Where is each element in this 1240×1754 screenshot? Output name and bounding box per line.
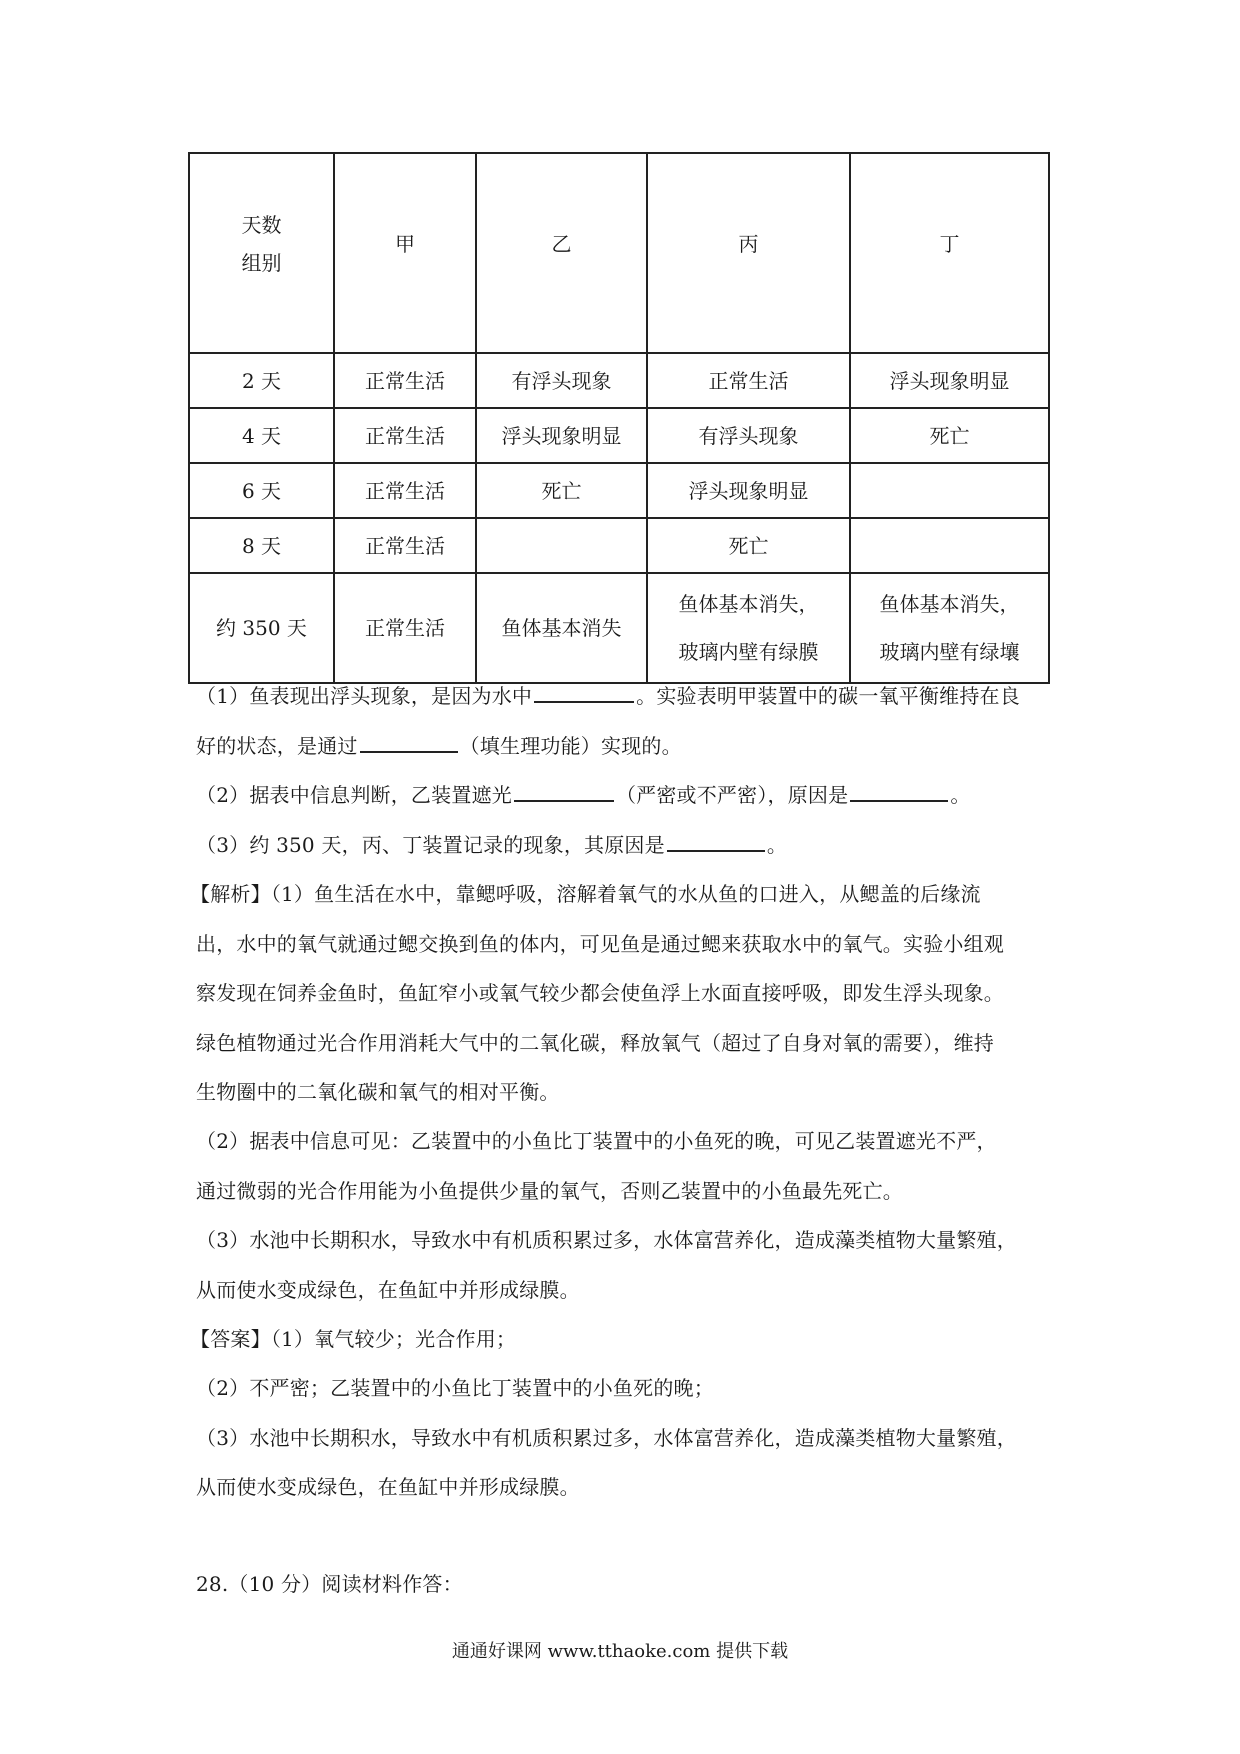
answer-blank xyxy=(360,731,458,753)
answer-line-1 xyxy=(190,1323,1050,1352)
question-text: （1）鱼表现出浮头现象，是因为水中 xyxy=(196,684,533,708)
answer-blank xyxy=(850,780,948,802)
table-cell: 正常生活 xyxy=(647,353,850,408)
column-header-jia: 甲 xyxy=(334,153,476,353)
table-cell-multiline xyxy=(850,573,1049,683)
table-cell: 鱼体基本消失 xyxy=(476,573,647,683)
table-cell: 浮头现象明显 xyxy=(476,408,647,463)
question-text: （严密或不严密），原因是 xyxy=(615,783,849,807)
table-cell: 浮头现象明显 xyxy=(647,463,850,518)
question-2 xyxy=(196,779,1056,808)
question-1-line-1 xyxy=(196,680,1056,709)
analysis-line-8: （3）水池中长期积水，导致水中有机质积累过多，水体富营养化，造成藻类植物大量繁殖， xyxy=(196,1228,1017,1252)
cell-text xyxy=(648,580,849,676)
question-text: （填生理功能）实现的。 xyxy=(459,734,682,758)
cell-text-line: 玻璃内壁有绿壤 xyxy=(879,640,1020,664)
question-text: （2）据表中信息判断，乙装置遮光 xyxy=(196,783,512,807)
question-3 xyxy=(196,829,1056,858)
table-cell xyxy=(850,463,1049,518)
table-cell: 有浮头现象 xyxy=(647,408,850,463)
table-row xyxy=(189,408,1049,463)
table-row xyxy=(189,518,1049,573)
table-corner-cell xyxy=(189,153,334,353)
experiment-table xyxy=(188,152,1050,684)
question-text: 。 xyxy=(950,783,971,807)
question-text: 好的状态，是通过 xyxy=(196,734,358,758)
row-day-label: 8 天 xyxy=(189,518,334,573)
analysis-tag: 【解析】 xyxy=(190,882,271,906)
analysis-line-2: 出，水中的氧气就通过鳃交换到鱼的体内，可见鱼是通过鳃来获取水中的氧气。实验小组观 xyxy=(196,932,1004,956)
corner-label-days: 天数 xyxy=(241,213,282,237)
table-cell: 正常生活 xyxy=(334,573,476,683)
answer-line-3: （3）水池中长期积水，导致水中有机质积累过多，水体富营养化，造成藻类植物大量繁殖， xyxy=(196,1426,1017,1450)
table-cell: 死亡 xyxy=(647,518,850,573)
answer-text: （1）氧气较少；光合作用； xyxy=(270,1327,517,1351)
corner-label-group: 组别 xyxy=(241,251,282,275)
analysis-line-1 xyxy=(190,878,1050,907)
analysis-line-4: 绿色植物通过光合作用消耗大气中的二氧化碳，释放氧气（超过了自身对氧的需要），维持 xyxy=(196,1031,994,1055)
analysis-line-7: 通过微弱的光合作用能为小鱼提供少量的氧气，否则乙装置中的小鱼最先死亡。 xyxy=(196,1179,903,1203)
column-header-bing: 丙 xyxy=(647,153,850,353)
table-cell: 正常生活 xyxy=(334,408,476,463)
answer-line-2: （2）不严密；乙装置中的小鱼比丁装置中的小鱼死的晚； xyxy=(196,1376,714,1400)
question-text: 。实验表明甲装置中的碳一氧平衡维持在良 xyxy=(636,684,1020,708)
column-header-ding: 丁 xyxy=(850,153,1049,353)
answer-line-4: 从而使水变成绿色，在鱼缸中并形成绿膜。 xyxy=(196,1475,580,1499)
table-row xyxy=(189,573,1049,683)
analysis-line-3: 察发现在饲养金鱼时，鱼缸窄小或氧气较少都会使鱼浮上水面直接呼吸，即发生浮头现象。 xyxy=(196,981,1004,1005)
column-header-yi: 乙 xyxy=(476,153,647,353)
table-row xyxy=(189,463,1049,518)
page-footer: 通通好课网 www.tthaoke.com 提供下载 xyxy=(451,1641,789,1662)
row-day-label: 2 天 xyxy=(189,353,334,408)
question-text: （3）约 350 天，丙、丁装置记录的现象，其原因是 xyxy=(196,833,665,857)
table-cell: 正常生活 xyxy=(334,353,476,408)
table-cell: 正常生活 xyxy=(334,518,476,573)
table-cell: 浮头现象明显 xyxy=(850,353,1049,408)
table-row xyxy=(189,353,1049,408)
table-cell xyxy=(476,518,647,573)
cell-text-line: 鱼体基本消失， xyxy=(678,592,819,616)
analysis-line-9: 从而使水变成绿色，在鱼缸中并形成绿膜。 xyxy=(196,1278,580,1302)
cell-text-line: 鱼体基本消失， xyxy=(879,592,1020,616)
analysis-text: （1）鱼生活在水中，靠鳃呼吸，溶解着氧气的水从鱼的口进入，从鳃盖的后缘流 xyxy=(270,882,981,906)
table-header-row xyxy=(189,153,1049,353)
table-cell-multiline xyxy=(647,573,850,683)
answer-blank xyxy=(534,681,634,703)
row-day-label: 4 天 xyxy=(189,408,334,463)
question-text: 。 xyxy=(766,833,788,857)
row-day-label: 6 天 xyxy=(189,463,334,518)
analysis-line-5: 生物圈中的二氧化碳和氧气的相对平衡。 xyxy=(196,1080,560,1104)
cell-text-line: 玻璃内壁有绿膜 xyxy=(678,640,819,664)
answer-blank xyxy=(667,830,765,852)
table-cell xyxy=(850,518,1049,573)
answer-blank xyxy=(514,780,614,802)
next-question-heading: 28.（10 分）阅读材料作答： xyxy=(196,1572,463,1596)
table-cell: 死亡 xyxy=(850,408,1049,463)
table-cell: 有浮头现象 xyxy=(476,353,647,408)
table-cell: 死亡 xyxy=(476,463,647,518)
row-day-label: 约 350 天 xyxy=(189,573,334,683)
answer-tag: 【答案】 xyxy=(190,1327,271,1351)
cell-text xyxy=(851,580,1048,676)
table-cell: 正常生活 xyxy=(334,463,476,518)
analysis-line-6: （2）据表中信息可见：乙装置中的小鱼比丁装置中的小鱼死的晚，可见乙装置遮光不严， xyxy=(196,1129,997,1153)
question-1-line-2 xyxy=(196,730,1056,759)
